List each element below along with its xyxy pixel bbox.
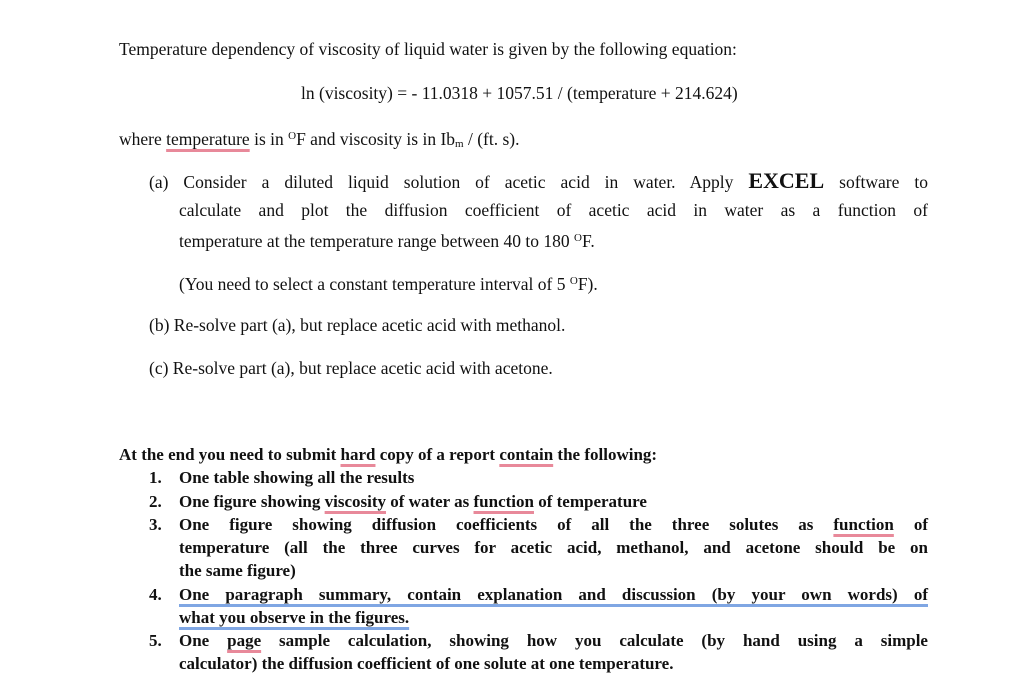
viscosity-equation	[301, 82, 738, 104]
list-item-text: temperature (all the three curves for acetic acid, methanol, and acetone should be on	[179, 538, 928, 557]
report-heading-mid: copy of a report	[375, 445, 500, 464]
list-item-line-2	[179, 653, 673, 675]
list-item-text: of	[893, 515, 928, 534]
list-item-line-2	[179, 537, 928, 559]
excel-keyword: EXCEL	[748, 168, 825, 193]
intro-sentence	[119, 38, 737, 60]
spellcheck-page: page	[227, 631, 262, 650]
list-number: 4.	[149, 585, 162, 604]
spellcheck-temperature: temperature	[166, 129, 250, 149]
list-item-line-3	[179, 560, 296, 582]
units-sentence	[119, 125, 520, 155]
part-a-line-3-end: F.	[582, 231, 595, 251]
part-a-line-2-text: calculate and plot the diffusion coefficient of acetic acid in water as a function of	[179, 200, 928, 220]
list-item-text: calculator) the diffusion coefficient of one solute at one temperature.	[179, 654, 674, 673]
report-heading	[119, 444, 657, 466]
list-item	[179, 467, 414, 489]
spellcheck-function: function	[833, 515, 894, 534]
part-c	[149, 357, 553, 379]
list-number: 5.	[149, 631, 162, 650]
equation-text: ln (viscosity) = - 11.0318 + 1057.51 / (temperature + 214.624)	[301, 83, 738, 103]
report-heading-text: At the end you need to submit	[119, 445, 341, 464]
where-text: where	[119, 129, 167, 149]
list-item-text: sample calculation, showing how you calculate (by hand using a simple	[261, 631, 928, 650]
part-a-line-3	[179, 227, 595, 252]
list-item-text: the same figure)	[179, 561, 296, 580]
spellcheck-contain: contain	[499, 445, 554, 464]
list-item-text: One figure showing diffusion coefficients of all the three solutes as	[179, 515, 834, 534]
part-a-line-2	[179, 199, 928, 221]
part-a-line-3-text: temperature at the temperature range between 40 to 180	[179, 231, 575, 251]
list-number: 1.	[149, 468, 162, 487]
where-end-text: / (ft. s).	[463, 129, 520, 149]
spellcheck-function: function	[473, 492, 534, 511]
degree-superscript: O	[569, 275, 578, 287]
list-item-text: One table showing all the results	[179, 468, 415, 487]
report-heading-end: the following:	[553, 445, 658, 464]
spellcheck-hard: hard	[340, 445, 376, 464]
part-c-text: (c) Re-solve part (a), but replace acetic acid with acetone.	[149, 358, 553, 378]
list-item-text: One	[179, 631, 228, 650]
part-a-note	[179, 270, 598, 295]
list-item	[179, 584, 928, 606]
part-a-line-1	[149, 170, 928, 193]
list-item-text: of temperature	[533, 492, 647, 511]
list-number: 2.	[149, 492, 162, 511]
intro-sentence-text: Temperature dependency of viscosity of liquid water is given by the following equation:	[119, 39, 737, 59]
degree-superscript: O	[288, 130, 297, 142]
list-item	[179, 630, 928, 652]
part-a-note-text: (You need to select a constant temperature interval of 5	[179, 274, 570, 294]
list-item	[179, 514, 928, 536]
degree-superscript: O	[574, 232, 582, 244]
where-unit-text: F and viscosity is in Ib	[296, 129, 456, 149]
grammar-check-text: what you observe in the figures.	[179, 608, 410, 627]
list-item-line-2	[179, 607, 409, 629]
mass-subscript: m	[455, 138, 464, 150]
part-a-line-1-end: software to	[824, 172, 928, 192]
list-number: 3.	[149, 515, 162, 534]
part-a-line-1-text: (a) Consider a diluted liquid solution of acetic acid in water. Apply	[149, 172, 749, 192]
grammar-check-text: One paragraph summary, contain explanation and discussion (by your own words) of	[179, 585, 928, 604]
part-b-text: (b) Re-solve part (a), but replace acetic acid with methanol.	[149, 315, 566, 335]
list-item-text: One figure showing	[179, 492, 325, 511]
part-a-note-end: F).	[577, 274, 598, 294]
spellcheck-viscosity: viscosity	[324, 492, 387, 511]
list-item-text: of water as	[386, 492, 474, 511]
list-item	[179, 491, 647, 513]
part-b	[149, 314, 565, 336]
where-mid-text: is in	[249, 129, 289, 149]
